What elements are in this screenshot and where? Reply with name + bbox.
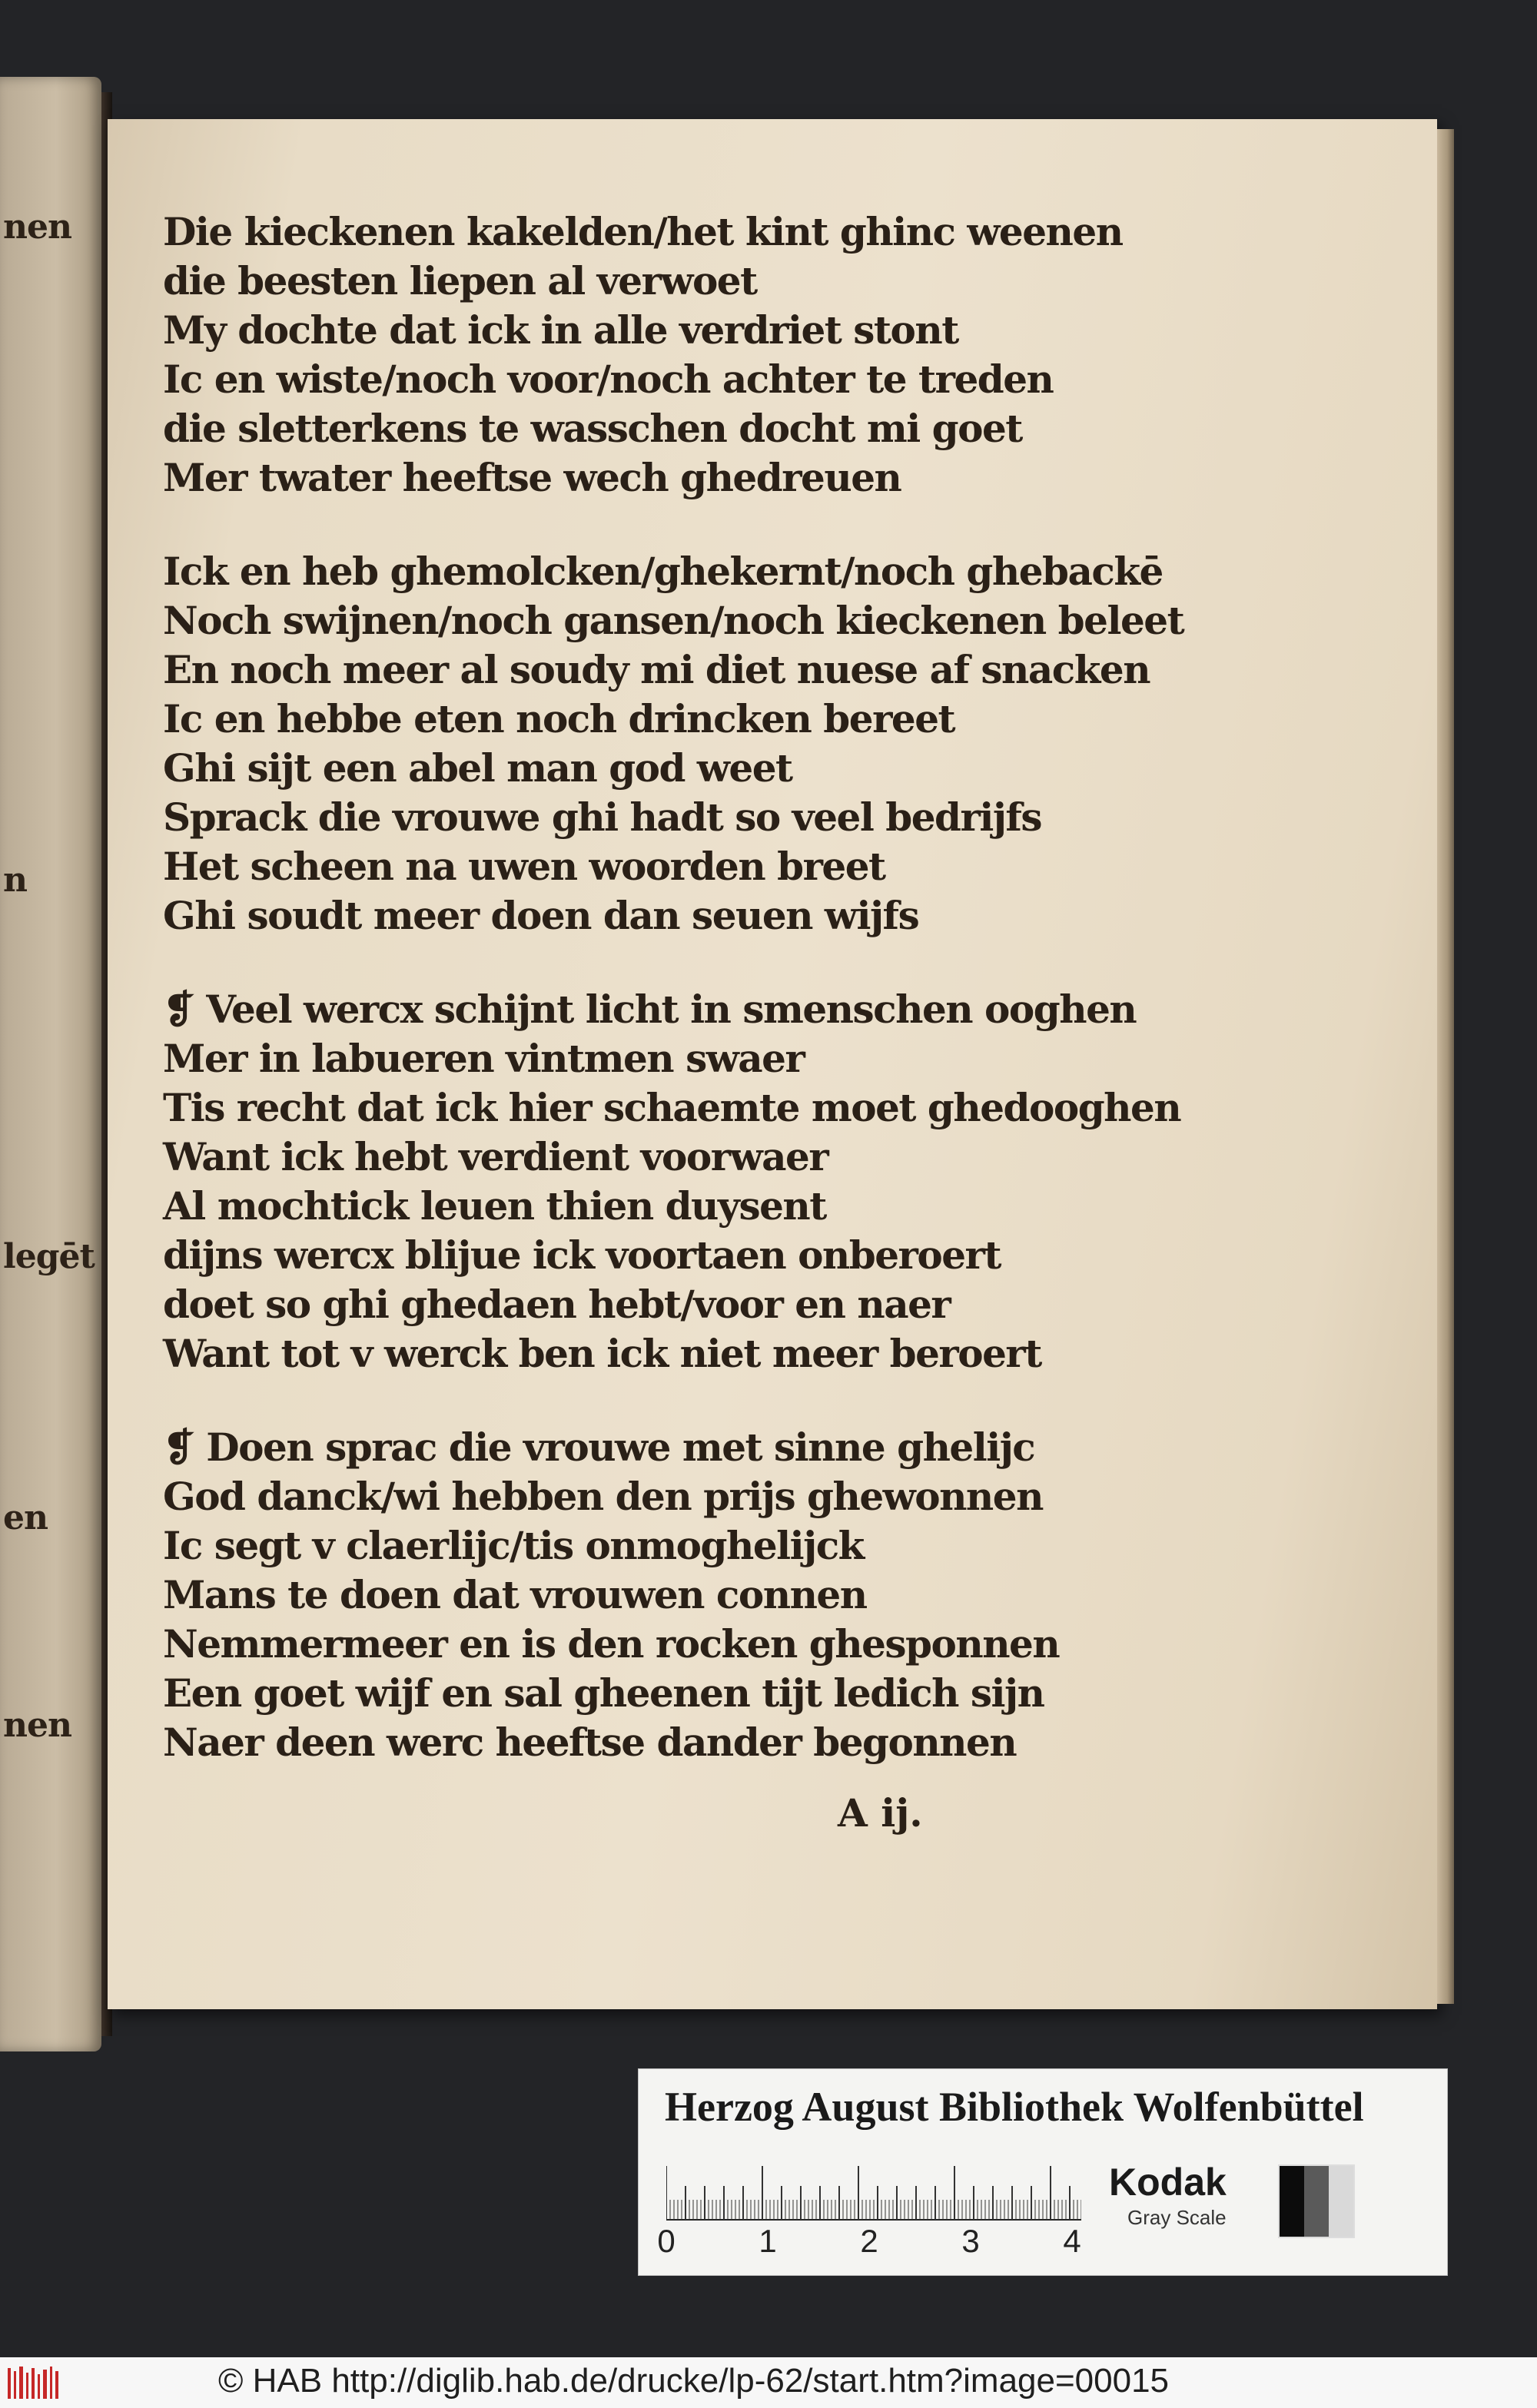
page-stack-edge bbox=[1437, 129, 1454, 2004]
stanza bbox=[163, 985, 1181, 1378]
ruler-number: 3 bbox=[961, 2223, 980, 2259]
previous-page bbox=[0, 77, 101, 2051]
verse-line: Naer deen werc heeftse dander begonnen bbox=[163, 1720, 1017, 1765]
verse-line: die sletterkens te wasschen docht mi goet bbox=[163, 406, 1022, 451]
verse-line: Ick en heb ghemolcken/ghekernt/noch ghebackē bbox=[163, 549, 1163, 594]
previous-page-fragment: legēt bbox=[3, 1237, 95, 1276]
page-text bbox=[163, 207, 1184, 1812]
stanza bbox=[163, 207, 1162, 502]
ruler-icon bbox=[666, 2160, 1081, 2221]
verse-line: Mer twater heeftse wech ghedreuen bbox=[163, 455, 901, 500]
verse-line: Een goet wijf en sal gheenen tijt ledich sijn bbox=[163, 1670, 1044, 1716]
verse-line: Noch swijnen/noch gansen/noch kieckenen beleet bbox=[163, 598, 1184, 643]
verse-line: Ic en hebbe eten noch drincken bereet bbox=[163, 696, 955, 741]
previous-page-fragment: n bbox=[3, 861, 27, 900]
verse-line: Mer in labueren vintmen swaer bbox=[163, 1036, 805, 1081]
verse-line: ❡ Doen sprac die vrouwe met sinne ghelijc bbox=[163, 1425, 1035, 1470]
previous-page-fragment: nen bbox=[3, 1706, 71, 1745]
footer-bar bbox=[0, 2357, 1537, 2408]
verse-line: Mans te doen dat vrouwen connen bbox=[163, 1572, 867, 1617]
verse-line: Sprack die vrouwe ghi hadt so veel bedrijfs bbox=[163, 794, 1042, 840]
verse-line: Want ick hebt verdient voorwaer bbox=[163, 1134, 828, 1179]
gray-swatch-strip bbox=[1278, 2164, 1355, 2238]
verse-line: Ghi soudt meer doen dan seuen wijfs bbox=[163, 893, 919, 938]
verse-line: die beesten liepen al verwoet bbox=[163, 258, 757, 303]
verse-line: My dochte dat ick in alle verdriet stont bbox=[163, 307, 958, 353]
ruler-numbers bbox=[657, 2223, 1143, 2261]
stanza bbox=[163, 1423, 1162, 1767]
previous-page-fragment: en bbox=[3, 1498, 48, 1537]
verse-line: Want tot v werck ben ick niet meer beroert bbox=[163, 1331, 1041, 1376]
verse-line: ❡ Veel wercx schijnt licht in smenschen ooghen bbox=[163, 987, 1137, 1032]
verse-line: Die kieckenen kakelden/het kint ghinc weenen bbox=[163, 209, 1123, 254]
ruler-number: 4 bbox=[1063, 2223, 1081, 2259]
previous-page-fragment: nen bbox=[3, 207, 71, 247]
stanza bbox=[163, 547, 1184, 940]
ruler-number: 1 bbox=[759, 2223, 777, 2259]
footer-copyright-link[interactable]: © HAB http://diglib.hab.de/drucke/lp-62/start.htm?image=00015 bbox=[218, 2362, 1170, 2400]
hab-barcode-logo-icon bbox=[6, 2365, 61, 2402]
verse-line: Nemmermeer en is den rocken ghesponnen bbox=[163, 1621, 1060, 1667]
verse-line: Ghi sijt een abel man god weet bbox=[163, 745, 792, 791]
verse-line: En noch meer al soudy mi diet nuese af snacken bbox=[163, 647, 1150, 692]
verse-line: Tis recht dat ick hier schaemte moet ghedooghen bbox=[163, 1085, 1181, 1130]
verse-line: Het scheen na uwen woorden breet bbox=[163, 844, 885, 889]
signature-mark: A ij. bbox=[838, 1790, 923, 1836]
ruler-number: 0 bbox=[657, 2223, 676, 2259]
card-title: Herzog August Bibliothek Wolfenbüttel bbox=[665, 2084, 1364, 2130]
verse-line: Ic segt v claerlijc/tis onmoghelijck bbox=[163, 1523, 864, 1568]
color-calibration-card bbox=[638, 2068, 1448, 2276]
ruler-number: 2 bbox=[860, 2223, 878, 2259]
gray-swatch bbox=[1329, 2166, 1353, 2237]
verse-line: dijns wercx blijue ick voortaen onberoert bbox=[163, 1232, 1001, 1278]
verse-line: doet so ghi ghedaen hebt/voor en naer bbox=[163, 1282, 951, 1327]
verse-line: Al mochtick leuen thien duysent bbox=[163, 1183, 826, 1229]
gray-swatch bbox=[1304, 2166, 1329, 2237]
verse-line: God danck/wi hebben den prijs ghewonnen bbox=[163, 1474, 1043, 1519]
gray-swatch bbox=[1280, 2166, 1304, 2237]
gray-scale-label: Gray Scale bbox=[1127, 2206, 1227, 2229]
kodak-logo: Kodak bbox=[1109, 2161, 1227, 2204]
verse-line: Ic en wiste/noch voor/noch achter te treden bbox=[163, 357, 1054, 402]
